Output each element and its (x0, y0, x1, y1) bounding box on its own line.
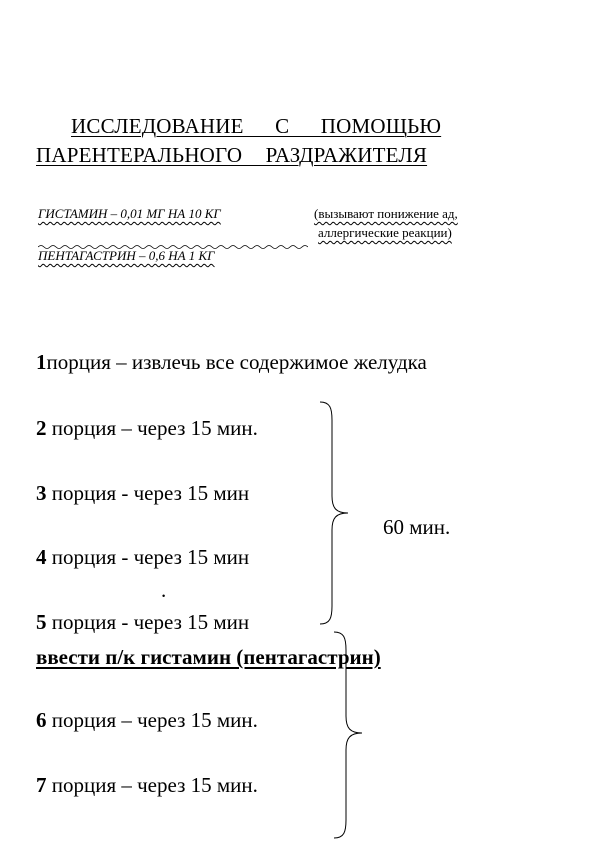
right-curly-brace-bottom (332, 630, 368, 842)
pentagastrin-dose: ПЕНТАГАСТРИН – 0,6 НА 1 КГ (38, 248, 215, 263)
portion-4 (36, 545, 249, 570)
title-line-2: ПАРЕНТЕРАЛЬНОГО РАЗДРАЖИТЕЛЯ (36, 143, 428, 167)
portion-1 (36, 350, 427, 375)
portion-number: 1 (36, 350, 47, 374)
right-curly-brace-top (318, 400, 354, 626)
portion-text: порция - через 15 мин (46, 481, 250, 505)
portion-7 (36, 773, 258, 798)
portion-number: 3 (36, 481, 47, 505)
portion-number: 6 (36, 708, 47, 732)
dot-mark: . (161, 578, 167, 602)
injection-instruction: ввести п/к гистамин (пентагастрин) (36, 645, 381, 669)
portion-2 (36, 416, 258, 441)
portion-text: порция – через 15 мин. (46, 416, 258, 440)
portion-text: порция – через 15 мин. (46, 773, 258, 797)
portion-number: 5 (36, 610, 47, 634)
side-effects-line-2: аллергические реакции) (318, 225, 452, 240)
title-line-1: ИССЛЕДОВАНИЕ С ПОМОЩЬЮ (71, 114, 442, 138)
duration-label: 60 мин. (383, 515, 451, 539)
portion-3 (36, 481, 249, 506)
side-effects-line-1: (вызывают понижение ад, (314, 206, 458, 221)
portion-text: порция – извлечь все содержимое желудка (46, 350, 427, 374)
portion-text: порция - через 15 мин (46, 545, 250, 569)
portion-number: 7 (36, 773, 47, 797)
portion-text: порция - через 15 мин (46, 610, 250, 634)
portion-5 (36, 610, 249, 635)
portion-text: порция – через 15 мин. (46, 708, 258, 732)
histamine-dose: ГИСТАМИН – 0,01 МГ НА 10 КГ (38, 206, 221, 221)
portion-number: 2 (36, 416, 47, 440)
portion-number: 4 (36, 545, 47, 569)
portion-6 (36, 708, 258, 733)
